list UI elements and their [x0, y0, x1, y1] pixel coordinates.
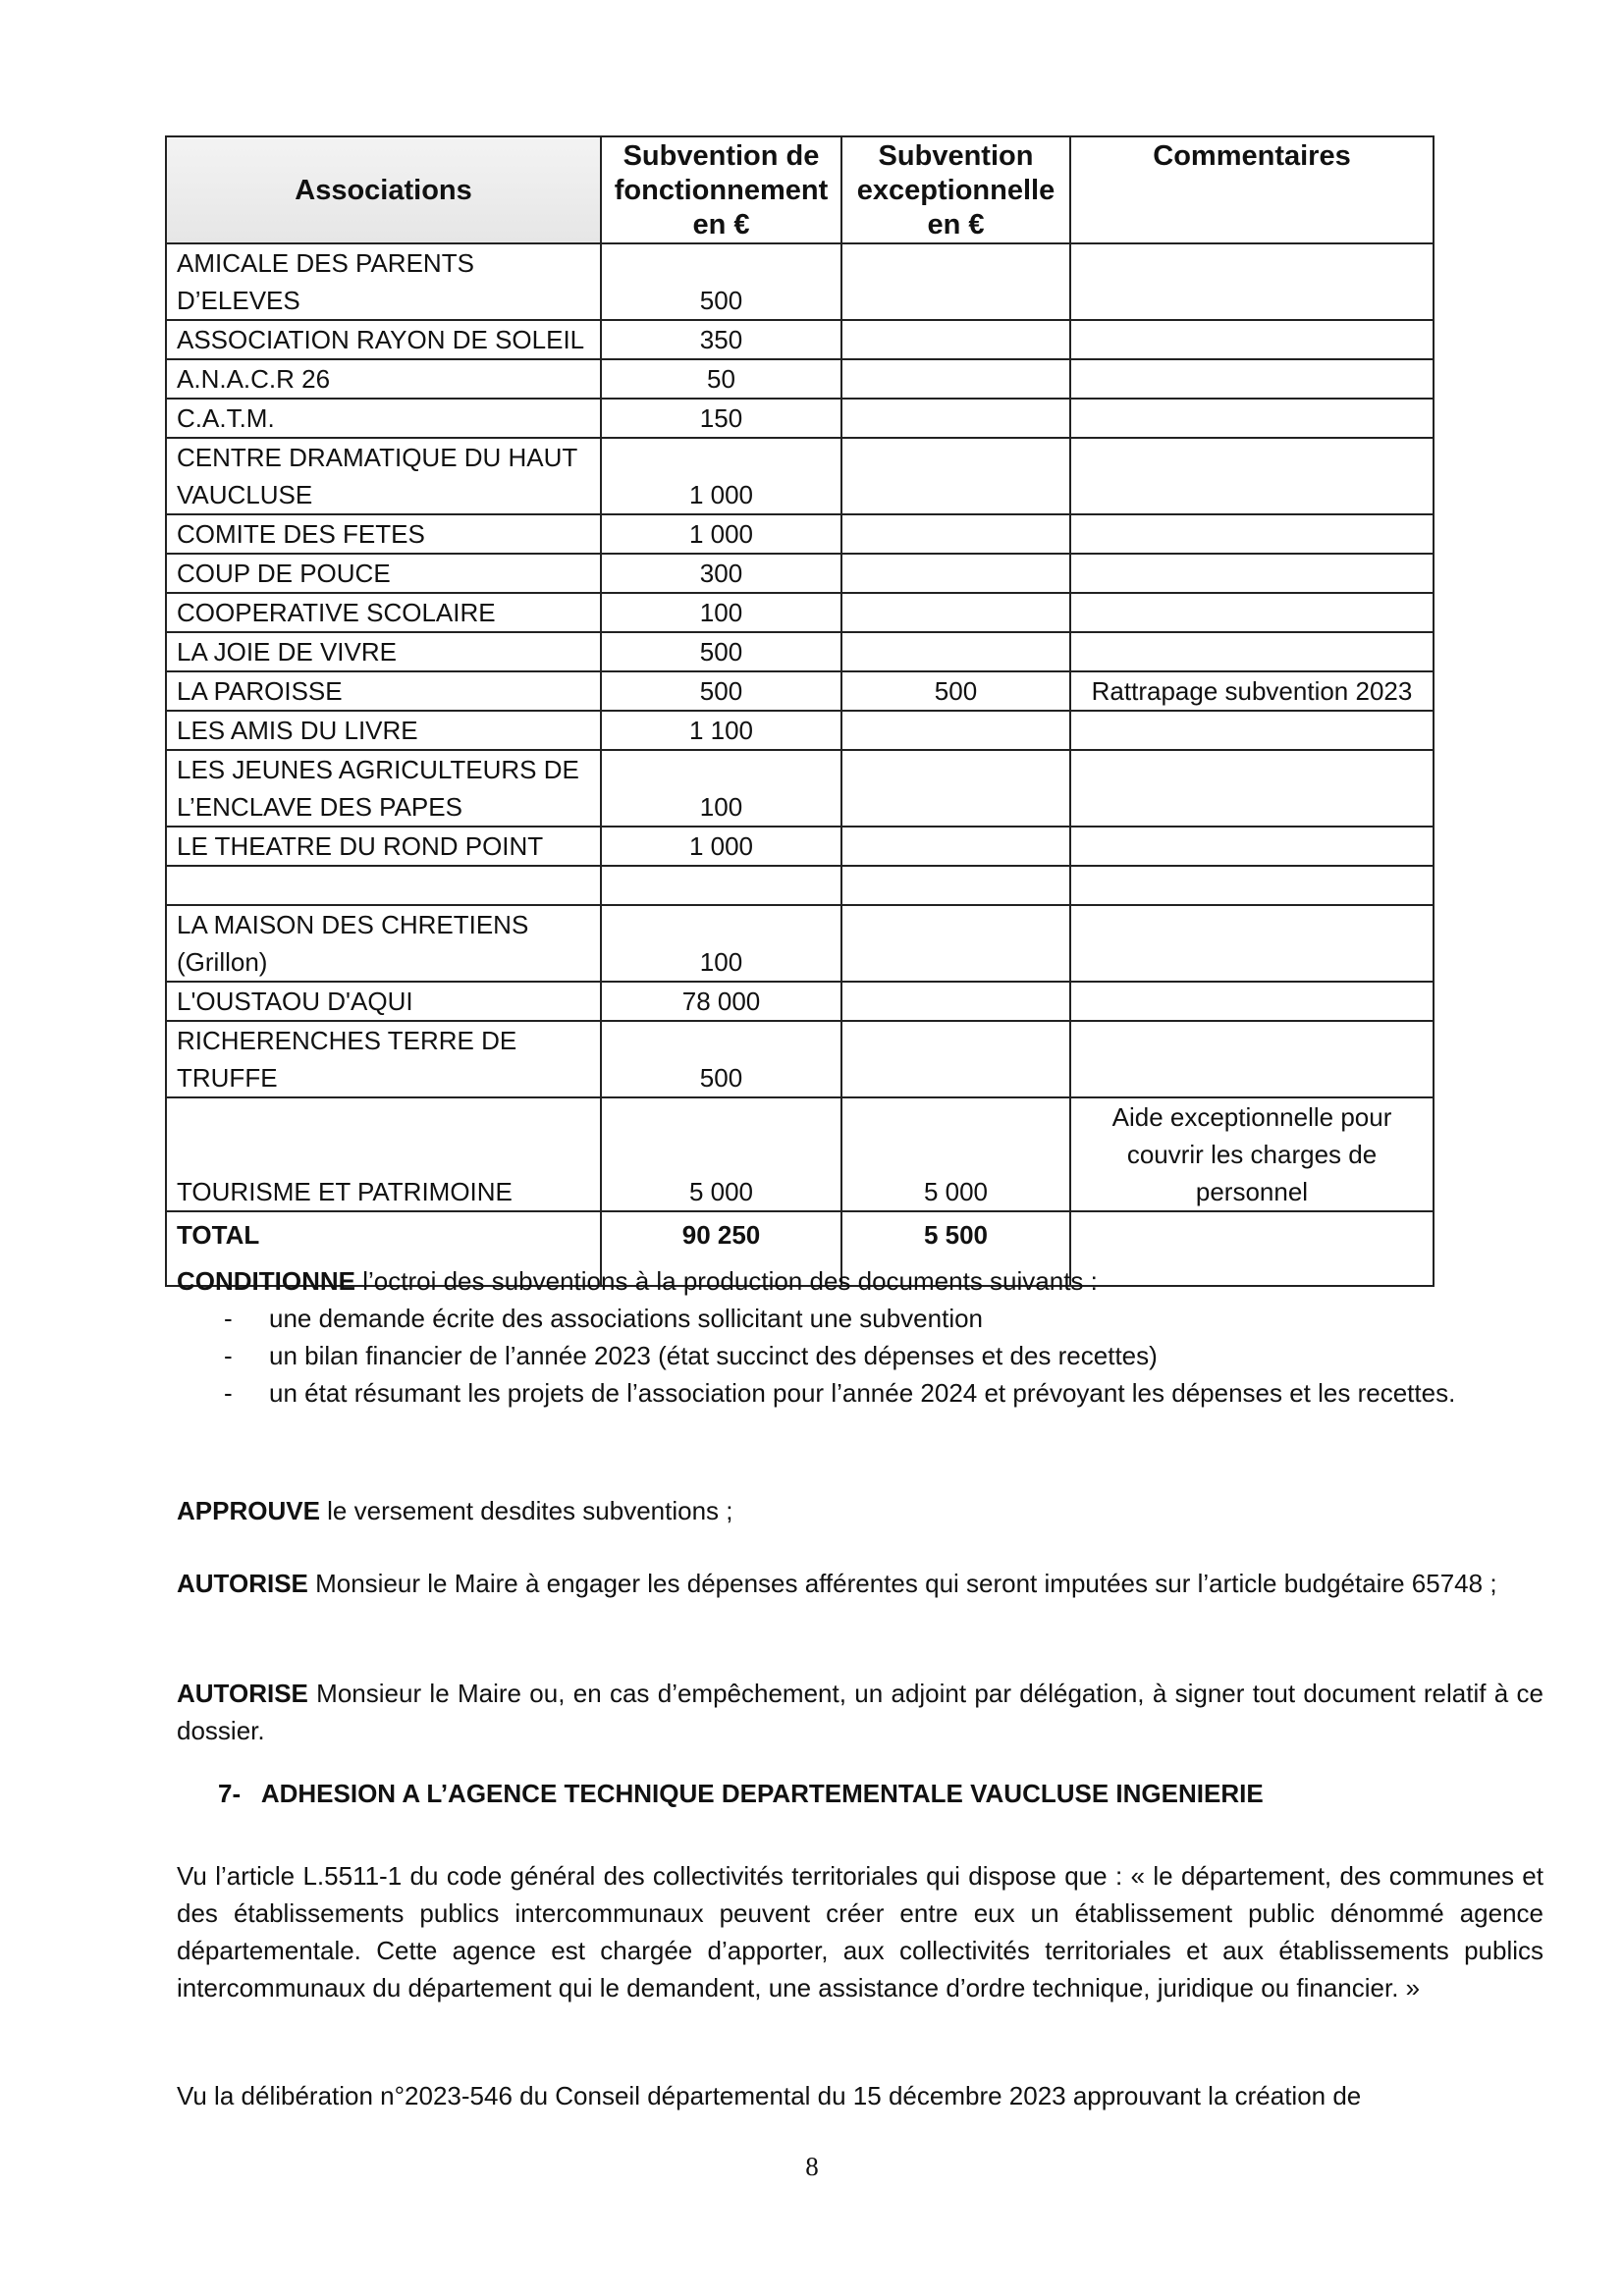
list-item: - une demande écrite des associations sollicitant une subvention: [224, 1304, 984, 1333]
table-row: [166, 982, 1434, 1021]
association-cell: LA MAISON DES CHRETIENS (Grillon): [166, 905, 601, 982]
total-label-cell: TOTAL: [166, 1211, 601, 1286]
association-cell: COOPERATIVE SCOLAIRE: [166, 593, 601, 632]
fonctionnement-cell: 1 000: [601, 827, 841, 866]
conditionne-keyword: CONDITIONNE: [177, 1266, 355, 1296]
table-row: [166, 905, 1434, 982]
exceptionnelle-cell: [841, 359, 1070, 399]
commentaire-cell: [1070, 243, 1434, 320]
autorise-signature-paragraph: [177, 1675, 1543, 1749]
header-fonctionnement: Subvention de fonctionnement en €: [601, 136, 841, 243]
table-row: [166, 711, 1434, 750]
table-row: [166, 320, 1434, 359]
commentaire-cell: [1070, 1021, 1434, 1097]
commentaire-cell: [1070, 827, 1434, 866]
autorise-budget-paragraph: [177, 1565, 1543, 1602]
fonctionnement-cell: 500: [601, 632, 841, 671]
approuve-keyword: APPROUVE: [177, 1496, 320, 1525]
fonctionnement-cell: 500: [601, 671, 841, 711]
fonctionnement-cell: 78 000: [601, 982, 841, 1021]
association-cell: C.A.T.M.: [166, 399, 601, 438]
fonctionnement-cell: 100: [601, 905, 841, 982]
approuve-paragraph: [177, 1492, 1543, 1529]
commentaire-cell: [1070, 711, 1434, 750]
documents-list: [214, 1300, 1543, 1412]
table-row: [166, 632, 1434, 671]
page-number: 8: [805, 2152, 819, 2181]
commentaire-cell: [1070, 982, 1434, 1021]
association-cell: A.N.A.C.R 26: [166, 359, 601, 399]
exceptionnelle-cell: [841, 554, 1070, 593]
association-cell: LA JOIE DE VIVRE: [166, 632, 601, 671]
commentaire-cell: Rattrapage subvention 2023: [1070, 671, 1434, 711]
vu-article-paragraph: Vu l’article L.5511-1 du code général des collectivités territoriales qui dispose que : « le département, des communes et des établissements publics intercommunaux peuvent créer entre eux un établissement public dénommé agence départementale. Cette agence est chargée d’apporter, aux collectivités territoriales et aux établissements publics intercommunaux du département qui le demandent, une assistance d’ordre technique, juridique ou financier. »: [177, 1861, 1543, 2002]
exceptionnelle-cell: [841, 593, 1070, 632]
header-associations: Associations: [166, 136, 601, 243]
section-heading: [218, 1779, 1264, 1809]
exceptionnelle-cell: [841, 632, 1070, 671]
vu-deliberation-paragraph: Vu la délibération n°2023-546 du Conseil départemental du 15 décembre 2023 approuvant la création de: [177, 2081, 1362, 2110]
commentaire-cell: [1070, 905, 1434, 982]
total-fonctionnement-cell: 90 250: [601, 1211, 841, 1286]
exceptionnelle-cell: [841, 905, 1070, 982]
exceptionnelle-cell: [841, 866, 1070, 905]
association-cell: LA PAROISSE: [166, 671, 601, 711]
commentaire-cell: [1070, 514, 1434, 554]
list-item-text: un état résumant les projets de l’association pour l’année 2024 et prévoyant les dépenses et les recettes.: [269, 1378, 1456, 1408]
commentaire-cell: [1070, 320, 1434, 359]
fonctionnement-cell: 150: [601, 399, 841, 438]
table-row: [166, 1097, 1434, 1211]
fonctionnement-cell: 1 100: [601, 711, 841, 750]
list-item-text: un bilan financier de l’année 2023 (état succinct des dépenses et des recettes): [269, 1341, 1158, 1370]
autorise-keyword: AUTORISE: [177, 1569, 308, 1598]
commentaire-cell: [1070, 554, 1434, 593]
table-row: [166, 827, 1434, 866]
table-row: [166, 514, 1434, 554]
association-cell: TOURISME ET PATRIMOINE: [166, 1097, 601, 1211]
fonctionnement-cell: 50: [601, 359, 841, 399]
table-row: [166, 750, 1434, 827]
exceptionnelle-cell: [841, 438, 1070, 514]
conditionne-text: l’octroi des subventions à la production des documents suivants :: [355, 1266, 1098, 1296]
commentaire-cell: [1070, 750, 1434, 827]
table-body: [166, 243, 1434, 1286]
table-header-row: [166, 136, 1434, 243]
table-row: [166, 593, 1434, 632]
fonctionnement-cell: 300: [601, 554, 841, 593]
table-row: [166, 243, 1434, 320]
fonctionnement-cell: 100: [601, 750, 841, 827]
exceptionnelle-cell: [841, 827, 1070, 866]
association-cell: RICHERENCHES TERRE DE TRUFFE: [166, 1021, 601, 1097]
table-row: [166, 554, 1434, 593]
commentaire-cell: Aide exceptionnelle pour couvrir les charges de personnel: [1070, 1097, 1434, 1211]
commentaire-cell: [1070, 866, 1434, 905]
section-number: 7-: [218, 1779, 242, 1808]
autorise-keyword: AUTORISE: [177, 1679, 308, 1708]
header-commentaires: Commentaires: [1070, 136, 1434, 243]
autorise-text: Monsieur le Maire ou, en cas d’empêchement, un adjoint par délégation, à signer tout document relatif à ce dossier.: [177, 1679, 1543, 1745]
exceptionnelle-cell: [841, 750, 1070, 827]
fonctionnement-cell: [601, 866, 841, 905]
commentaire-cell: [1070, 593, 1434, 632]
table-row: [166, 399, 1434, 438]
list-item: - un bilan financier de l’année 2023 (état succinct des dépenses et des recettes): [224, 1341, 1158, 1370]
fonctionnement-cell: 500: [601, 243, 841, 320]
exceptionnelle-cell: [841, 982, 1070, 1021]
commentaire-cell: [1070, 399, 1434, 438]
table-row: [166, 671, 1434, 711]
list-item: - un état résumant les projets de l’association pour l’année 2024 et prévoyant les dépenses et les recettes.: [224, 1378, 1456, 1408]
exceptionnelle-cell: [841, 243, 1070, 320]
fonctionnement-cell: 1 000: [601, 438, 841, 514]
header-exceptionnelle: Subvention exceptionnelle en €: [841, 136, 1070, 243]
total-exceptionnelle-cell: 5 500: [841, 1211, 1070, 1286]
association-cell: COUP DE POUCE: [166, 554, 601, 593]
association-cell: AMICALE DES PARENTS D’ELEVES: [166, 243, 601, 320]
exceptionnelle-cell: 5 000: [841, 1097, 1070, 1211]
fonctionnement-cell: 350: [601, 320, 841, 359]
association-cell: COMITE DES FETES: [166, 514, 601, 554]
association-cell: LE THEATRE DU ROND POINT: [166, 827, 601, 866]
exceptionnelle-cell: [841, 1021, 1070, 1097]
exceptionnelle-cell: [841, 711, 1070, 750]
fonctionnement-cell: 1 000: [601, 514, 841, 554]
association-cell: ASSOCIATION RAYON DE SOLEIL: [166, 320, 601, 359]
subsidy-table: [165, 135, 1435, 1287]
autorise-text: Monsieur le Maire à engager les dépenses afférentes qui seront imputées sur l’article budgétaire 65748 ;: [307, 1569, 1497, 1598]
conditionne-paragraph: [177, 1262, 1543, 1300]
commentaire-cell: [1070, 359, 1434, 399]
fonctionnement-cell: 500: [601, 1021, 841, 1097]
exceptionnelle-cell: 500: [841, 671, 1070, 711]
association-cell: L'OUSTAOU D'AQUI: [166, 982, 601, 1021]
list-item-text: une demande écrite des associations sollicitant une subvention: [269, 1304, 984, 1333]
association-cell: CENTRE DRAMATIQUE DU HAUT VAUCLUSE: [166, 438, 601, 514]
table-row: [166, 438, 1434, 514]
association-cell: [166, 866, 601, 905]
commentaire-cell: [1070, 632, 1434, 671]
association-cell: LES JEUNES AGRICULTEURS DE L’ENCLAVE DES PAPES: [166, 750, 601, 827]
section-title-text: ADHESION A L’AGENCE TECHNIQUE DEPARTEMENTALE VAUCLUSE INGENIERIE: [260, 1779, 1264, 1808]
approuve-text: le versement desdites subventions ;: [319, 1496, 733, 1525]
exceptionnelle-cell: [841, 514, 1070, 554]
fonctionnement-cell: 100: [601, 593, 841, 632]
commentaire-cell: [1070, 438, 1434, 514]
fonctionnement-cell: 5 000: [601, 1097, 841, 1211]
table-row: [166, 1021, 1434, 1097]
exceptionnelle-cell: [841, 399, 1070, 438]
association-cell: LES AMIS DU LIVRE: [166, 711, 601, 750]
exceptionnelle-cell: [841, 320, 1070, 359]
table-row: [166, 359, 1434, 399]
table-row: [166, 866, 1434, 905]
